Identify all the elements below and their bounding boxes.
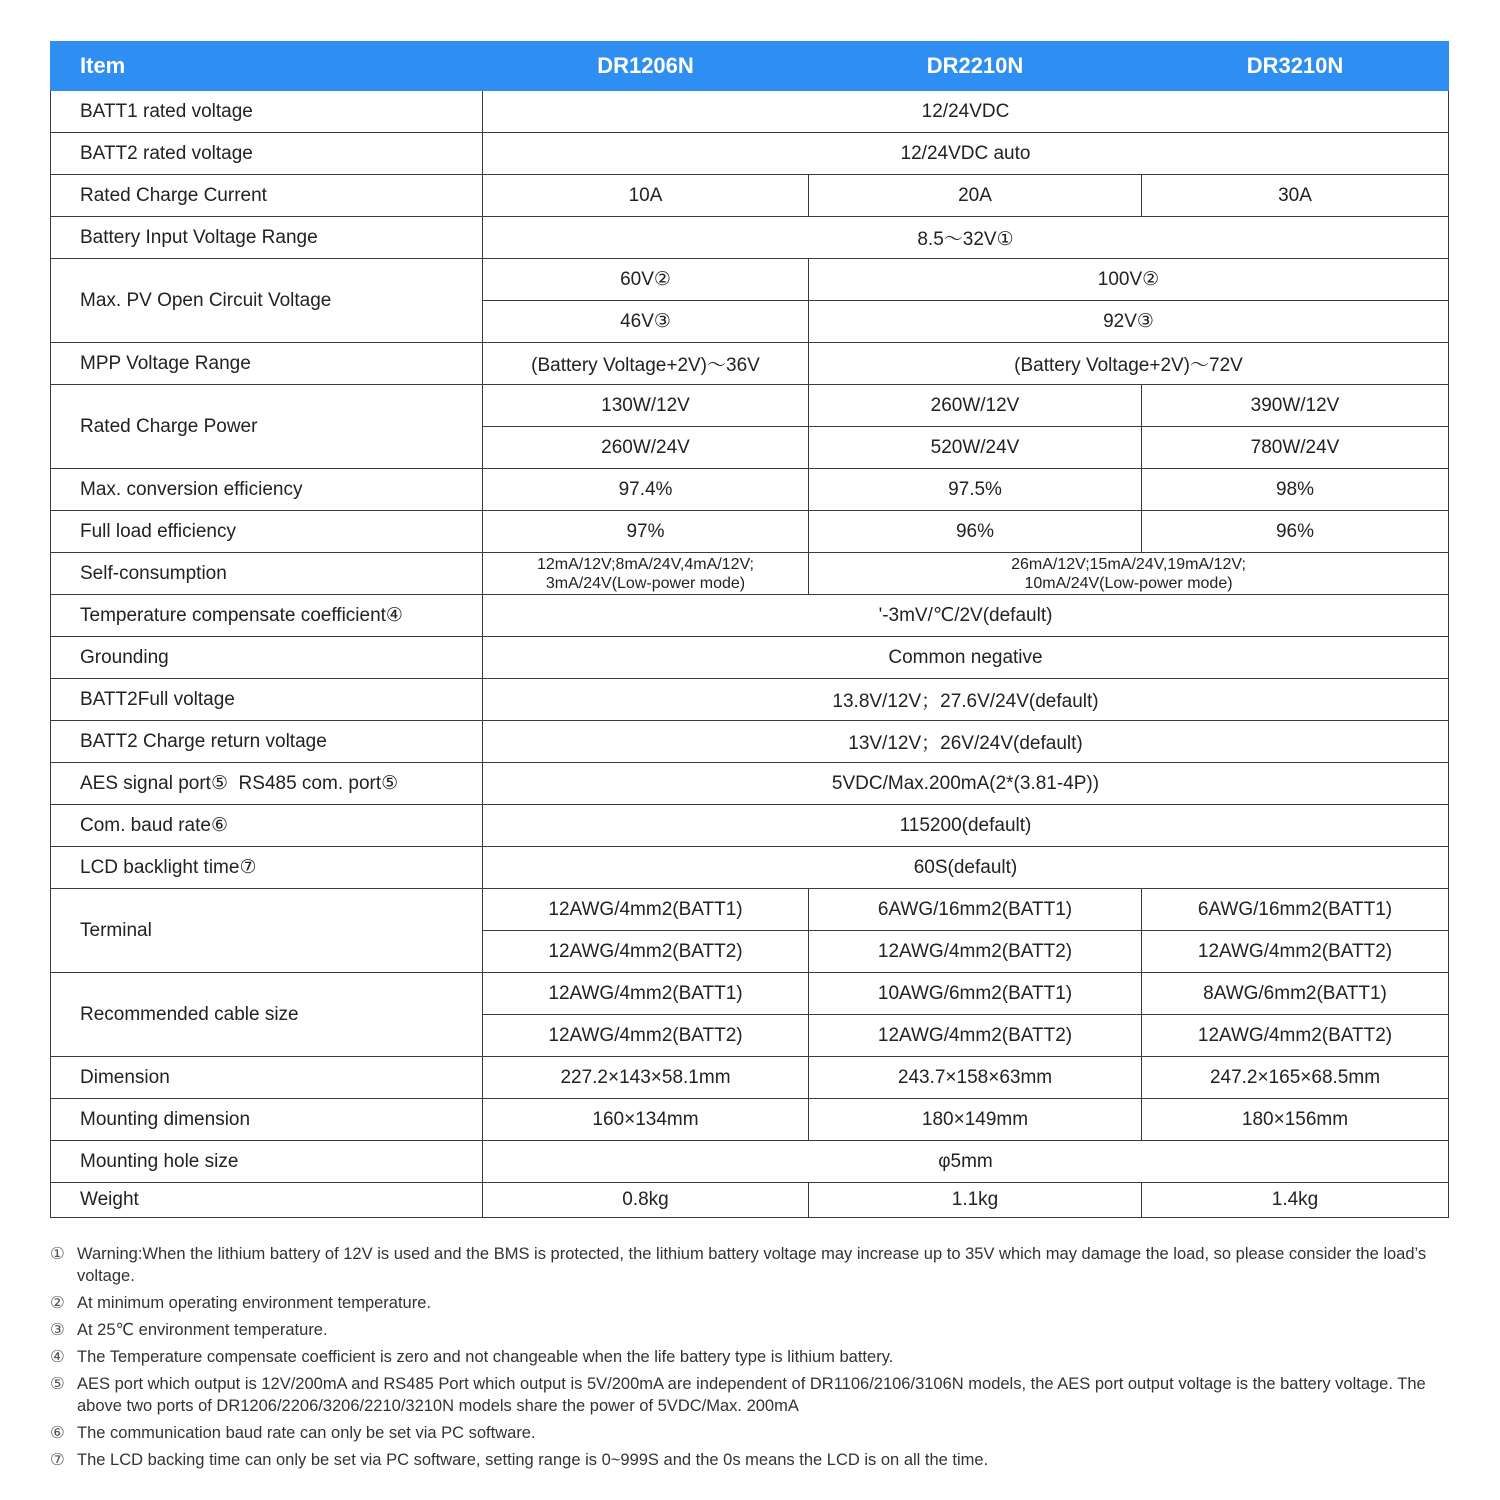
table-row [51, 91, 1449, 133]
cell-dr3210n: 12AWG/4mm2(BATT2) [1142, 931, 1449, 973]
table-row [51, 385, 1449, 427]
cell-dr1206n: 12AWG/4mm2(BATT1) [483, 973, 809, 1015]
footnote-text: At minimum operating environment temperature. [77, 1294, 431, 1312]
footnote-text: At 25℃ environment temperature. [77, 1321, 328, 1339]
self-consumption-line: 26mA/12V;15mA/24V,19mA/12V; [1011, 555, 1246, 573]
table-row [51, 1099, 1449, 1141]
row-value: '-3mV/℃/2V(default) [483, 595, 1449, 637]
table-row [51, 511, 1449, 553]
footnote [50, 1422, 1450, 1444]
cell-dr2210n-dr3210n: (Battery Voltage+2V)～72V [809, 343, 1449, 385]
row-label: Weight [51, 1183, 483, 1218]
footnote-marker: ⑤ [50, 1375, 65, 1393]
row-label: Rated Charge Power [51, 385, 483, 469]
table-row [51, 175, 1449, 217]
header-model-dr3210n: DR3210N [1142, 42, 1449, 91]
cell-dr3210n: 12AWG/4mm2(BATT2) [1142, 1015, 1449, 1057]
row-label: Mounting dimension [51, 1099, 483, 1141]
cell-dr1206n: 97.4% [483, 469, 809, 511]
cell-dr1206n: 97% [483, 511, 809, 553]
footnote [50, 1449, 1450, 1471]
row-label: LCD backlight time⑦ [51, 847, 483, 889]
row-label: Battery Input Voltage Range [51, 217, 483, 259]
header-model-dr1206n: DR1206N [483, 42, 809, 91]
cell-dr2210n: 243.7×158×63mm [809, 1057, 1142, 1099]
footnote-text: The LCD backing time can only be set via PC software, setting range is 0~999S and the 0s means the LCD is on all the time. [77, 1451, 989, 1469]
cell-dr2210n-dr3210n: 92V③ [809, 301, 1449, 343]
cell-dr2210n: 180×149mm [809, 1099, 1142, 1141]
footnote-marker: ⑥ [50, 1424, 65, 1442]
row-label: BATT2 Charge return voltage [51, 721, 483, 763]
table-row [51, 1183, 1449, 1218]
row-value: 12/24VDC [483, 91, 1449, 133]
cell-dr1206n [483, 553, 809, 595]
self-consumption-line: 10mA/24V(Low-power mode) [1024, 574, 1233, 592]
cell-dr2210n: 20A [809, 175, 1142, 217]
cell-dr3210n: 98% [1142, 469, 1449, 511]
cell-dr3210n: 1.4kg [1142, 1183, 1449, 1218]
row-value: 60S(default) [483, 847, 1449, 889]
cell-dr1206n: 0.8kg [483, 1183, 809, 1218]
cell-dr1206n: 160×134mm [483, 1099, 809, 1141]
table-row [51, 133, 1449, 175]
row-value: 12/24VDC auto [483, 133, 1449, 175]
table-row [51, 1141, 1449, 1183]
cell-dr2210n: 97.5% [809, 469, 1142, 511]
cell-dr2210n: 1.1kg [809, 1183, 1142, 1218]
row-label: AES signal port⑤ RS485 com. port⑤ [51, 763, 483, 805]
cell-dr2210n-dr3210n: 100V② [809, 259, 1449, 301]
cell-dr2210n: 96% [809, 511, 1142, 553]
row-label: Self-consumption [51, 553, 483, 595]
table-row [51, 217, 1449, 259]
footnote-text: The Temperature compensate coefficient is zero and not changeable when the life battery type is lithium battery. [77, 1348, 894, 1366]
cell-dr1206n: 12AWG/4mm2(BATT1) [483, 889, 809, 931]
cell-dr3210n: 390W/12V [1142, 385, 1449, 427]
cell-dr2210n-dr3210n [809, 553, 1449, 595]
cell-dr3210n: 30A [1142, 175, 1449, 217]
cell-dr1206n: 60V② [483, 259, 809, 301]
row-label: BATT1 rated voltage [51, 91, 483, 133]
cell-dr3210n: 96% [1142, 511, 1449, 553]
row-value: 13V/12V；26V/24V(default) [483, 721, 1449, 763]
cell-dr3210n: 247.2×165×68.5mm [1142, 1057, 1449, 1099]
footnote-text: AES port which output is 12V/200mA and RS485 Port which output is 5V/200mA are independent of DR1106/2106/3106N models, the AES port output voltage is the battery voltage. The above two ports of DR1206/2206/3206/2210/3210N models share the power of 5VDC/Max. 200mA [77, 1375, 1426, 1415]
footnote [50, 1243, 1450, 1287]
self-consumption-line: 12mA/12V;8mA/24V,4mA/12V; [536, 555, 754, 573]
table-row [51, 973, 1449, 1015]
table-row [51, 721, 1449, 763]
row-label: Max. PV Open Circuit Voltage [51, 259, 483, 343]
row-value: 5VDC/Max.200mA(2*(3.81-4P)) [483, 763, 1449, 805]
footnote-marker: ④ [50, 1348, 65, 1366]
table-row [51, 259, 1449, 301]
row-label: Com. baud rate⑥ [51, 805, 483, 847]
table-row [51, 889, 1449, 931]
table-row [51, 805, 1449, 847]
header-item: Item [51, 42, 483, 91]
row-value: 8.5～32V① [483, 217, 1449, 259]
table-row [51, 637, 1449, 679]
footnote-text: The communication baud rate can only be set via PC software. [77, 1424, 536, 1442]
cell-dr3210n: 180×156mm [1142, 1099, 1449, 1141]
cell-dr3210n: 6AWG/16mm2(BATT1) [1142, 889, 1449, 931]
table-row [51, 553, 1449, 595]
row-label: Terminal [51, 889, 483, 973]
cell-dr1206n: 227.2×143×58.1mm [483, 1057, 809, 1099]
table-row [51, 847, 1449, 889]
row-label: Rated Charge Current [51, 175, 483, 217]
footnote [50, 1292, 1450, 1314]
cell-dr2210n: 6AWG/16mm2(BATT1) [809, 889, 1142, 931]
header-model-dr2210n: DR2210N [809, 42, 1142, 91]
cell-dr2210n: 10AWG/6mm2(BATT1) [809, 973, 1142, 1015]
row-label: Max. conversion efficiency [51, 469, 483, 511]
cell-dr1206n: 260W/24V [483, 427, 809, 469]
cell-dr1206n: (Battery Voltage+2V)～36V [483, 343, 809, 385]
cell-dr2210n: 12AWG/4mm2(BATT2) [809, 1015, 1142, 1057]
header-row [51, 42, 1449, 91]
cell-dr1206n: 46V③ [483, 301, 809, 343]
row-label: BATT2Full voltage [51, 679, 483, 721]
row-value: 13.8V/12V；27.6V/24V(default) [483, 679, 1449, 721]
cell-dr1206n: 130W/12V [483, 385, 809, 427]
table-row [51, 343, 1449, 385]
table-row [51, 469, 1449, 511]
row-value: Common negative [483, 637, 1449, 679]
footnotes [50, 1243, 1450, 1476]
self-consumption-line: 3mA/24V(Low-power mode) [545, 574, 746, 592]
cell-dr2210n: 12AWG/4mm2(BATT2) [809, 931, 1142, 973]
table-row [51, 763, 1449, 805]
row-label: BATT2 rated voltage [51, 133, 483, 175]
footnote-marker: ② [50, 1294, 65, 1312]
cell-dr2210n: 260W/12V [809, 385, 1142, 427]
cell-dr2210n: 520W/24V [809, 427, 1142, 469]
row-label: Mounting hole size [51, 1141, 483, 1183]
cell-dr3210n: 8AWG/6mm2(BATT1) [1142, 973, 1449, 1015]
cell-dr1206n: 10A [483, 175, 809, 217]
row-label: Temperature compensate coefficient④ [51, 595, 483, 637]
table-row [51, 679, 1449, 721]
row-value: 115200(default) [483, 805, 1449, 847]
row-label: Full load efficiency [51, 511, 483, 553]
footnote [50, 1373, 1450, 1417]
footnote-marker: ③ [50, 1321, 65, 1339]
cell-dr1206n: 12AWG/4mm2(BATT2) [483, 931, 809, 973]
footnote-text: Warning:When the lithium battery of 12V is used and the BMS is protected, the lithium battery voltage may increase up to 35V which may damage the load, so please consider the load’s voltage. [77, 1245, 1427, 1285]
row-label: MPP Voltage Range [51, 343, 483, 385]
row-value: φ5mm [483, 1141, 1449, 1183]
footnote [50, 1346, 1450, 1368]
cell-dr1206n: 12AWG/4mm2(BATT2) [483, 1015, 809, 1057]
row-label: Grounding [51, 637, 483, 679]
spec-table [50, 41, 1449, 1218]
footnote-marker: ⑦ [50, 1451, 65, 1469]
cell-dr3210n: 780W/24V [1142, 427, 1449, 469]
row-label: Dimension [51, 1057, 483, 1099]
footnote [50, 1319, 1450, 1341]
row-label: Recommended cable size [51, 973, 483, 1057]
table-row [51, 1057, 1449, 1099]
footnote-marker: ① [50, 1245, 65, 1263]
table-row [51, 595, 1449, 637]
